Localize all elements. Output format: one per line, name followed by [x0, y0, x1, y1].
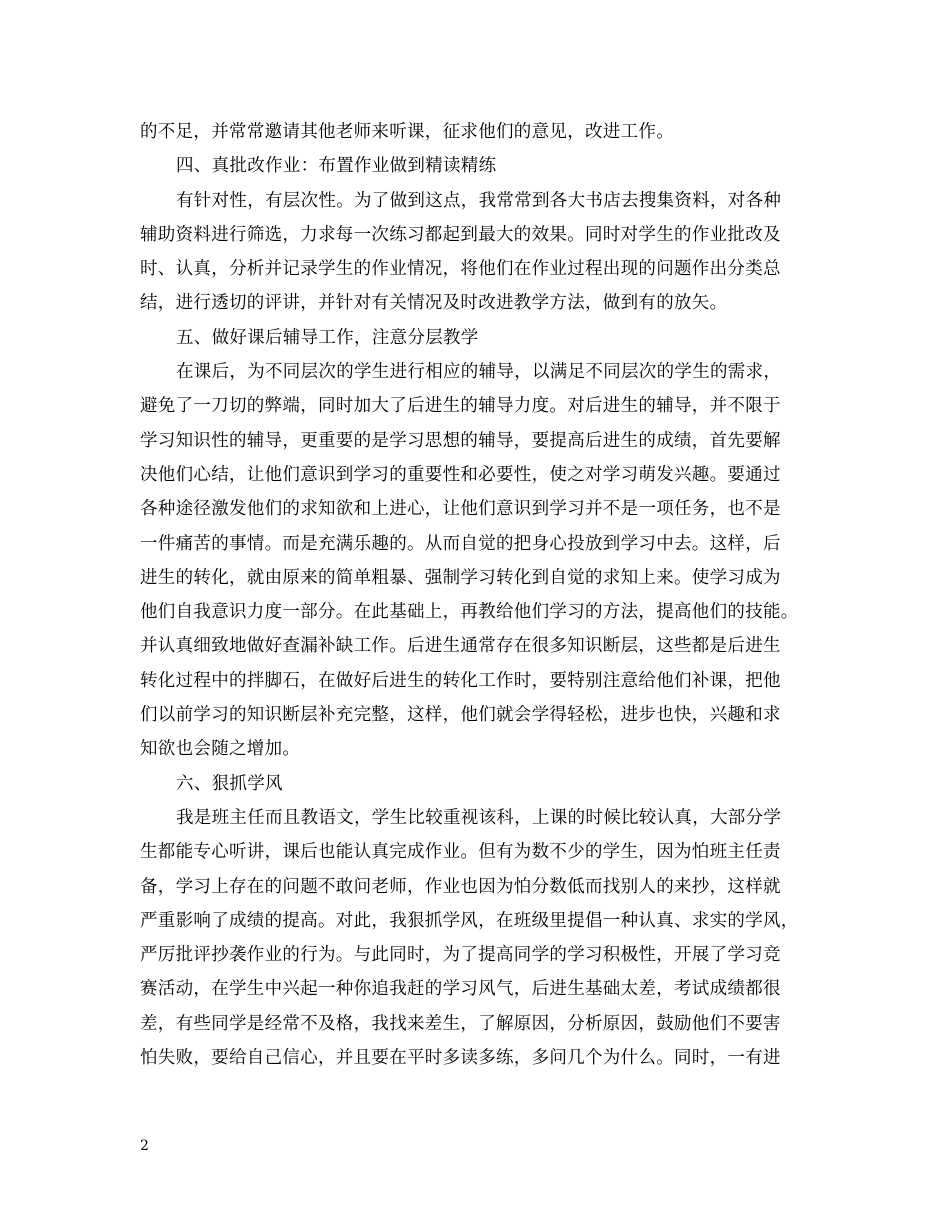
text-line: 赛活动，在学生中兴起一种你追我赶的学习风气，后进生基础太差，考试成绩都很 — [140, 979, 781, 1000]
text-line: 进生的转化，就由原来的简单粗暴、强制学习转化到自觉的求知上来。使学习成为 — [140, 567, 781, 588]
text-line: 结，进行透切的评讲，并针对有关情况及时改进教学方法，做到有的放矢。 — [140, 293, 728, 314]
text-line: 有针对性，有层次性。为了做到这点，我常常到各大书店去搜集资料，对各种 — [176, 190, 782, 211]
text-line: 严厉批评抄袭作业的行为。与此同时，为了提高同学的学习积极性，开展了学习竞 — [140, 945, 781, 966]
text-line: 在课后，为不同层次的学生进行相应的辅导，以满足不同层次的学生的需求， — [176, 362, 782, 383]
text-line: 学习知识性的辅导，更重要的是学习思想的辅导，要提高后进生的成绩，首先要解 — [140, 430, 781, 451]
page-number: 2 — [140, 1138, 149, 1154]
text-line: 怕失败，要给自己信心，并且要在平时多读多练，多问几个为什么。同时，一有进 — [140, 1048, 781, 1069]
text-line: 们以前学习的知识断层补充完整，这样，他们就会学得轻松，进步也快，兴趣和求 — [140, 705, 781, 726]
body-text — [140, 115, 820, 1075]
text-line: 五、做好课后辅导工作，注意分层教学 — [176, 327, 479, 348]
text-line: 严重影响了成绩的提高。对此，我狠抓学风，在班级里提倡一种认真、求实的学风， — [140, 910, 799, 931]
text-line: 决他们心结，让他们意识到学习的重要性和必要性，使之对学习萌发兴趣。要通过 — [140, 464, 781, 485]
text-line: 的不足，并常常邀请其他老师来听课，征求他们的意见，改进工作。 — [140, 122, 674, 142]
text-line: 他们自我意识力度一部分。在此基础上，再教给他们学习的方法，提高他们的技能。 — [140, 602, 799, 623]
text-line: 四、真批改作业：布置作业做到精读精练 — [176, 156, 497, 177]
text-line: 一件痛苦的事情。而是充满乐趣的。从而自觉的把身心投放到学习中去。这样，后 — [140, 533, 781, 554]
text-line: 时、认真，分析并记录学生的作业情况，将他们在作业过程出现的问题作出分类总 — [140, 259, 781, 280]
text-line: 辅助资料进行筛选，力求每一次练习都起到最大的效果。同时对学生的作业批改及 — [140, 224, 781, 245]
text-line: 转化过程中的拌脚石，在做好后进生的转化工作时，要特别注意给他们补课，把他 — [140, 670, 781, 691]
text-line: 避免了一刀切的弊端，同时加大了后进生的辅导力度。对后进生的辅导，并不限于 — [140, 396, 781, 417]
text-line: 六、狠抓学风 — [176, 773, 283, 794]
text-line: 各种途径激发他们的求知欲和上进心，让他们意识到学习并不是一项任务，也不是 — [140, 499, 781, 520]
text-line: 差，有些同学是经常不及格，我找来差生，了解原因，分析原因，鼓励他们不要害 — [140, 1013, 781, 1034]
text-line: 我是班主任而且教语文，学生比较重视该科，上课的时候比较认真，大部分学 — [176, 807, 782, 828]
text-line: 知欲也会随之增加。 — [140, 739, 301, 760]
text-line: 备，学习上存在的问题不敢问老师，作业也因为怕分数低而找别人的来抄，这样就 — [140, 876, 781, 897]
text-line: 生都能专心听讲，课后也能认真完成作业。但有为数不少的学生，因为怕班主任责 — [140, 842, 781, 863]
text-line: 并认真细致地做好查漏补缺工作。后进生通常存在很多知识断层，这些都是后进生 — [140, 636, 781, 657]
